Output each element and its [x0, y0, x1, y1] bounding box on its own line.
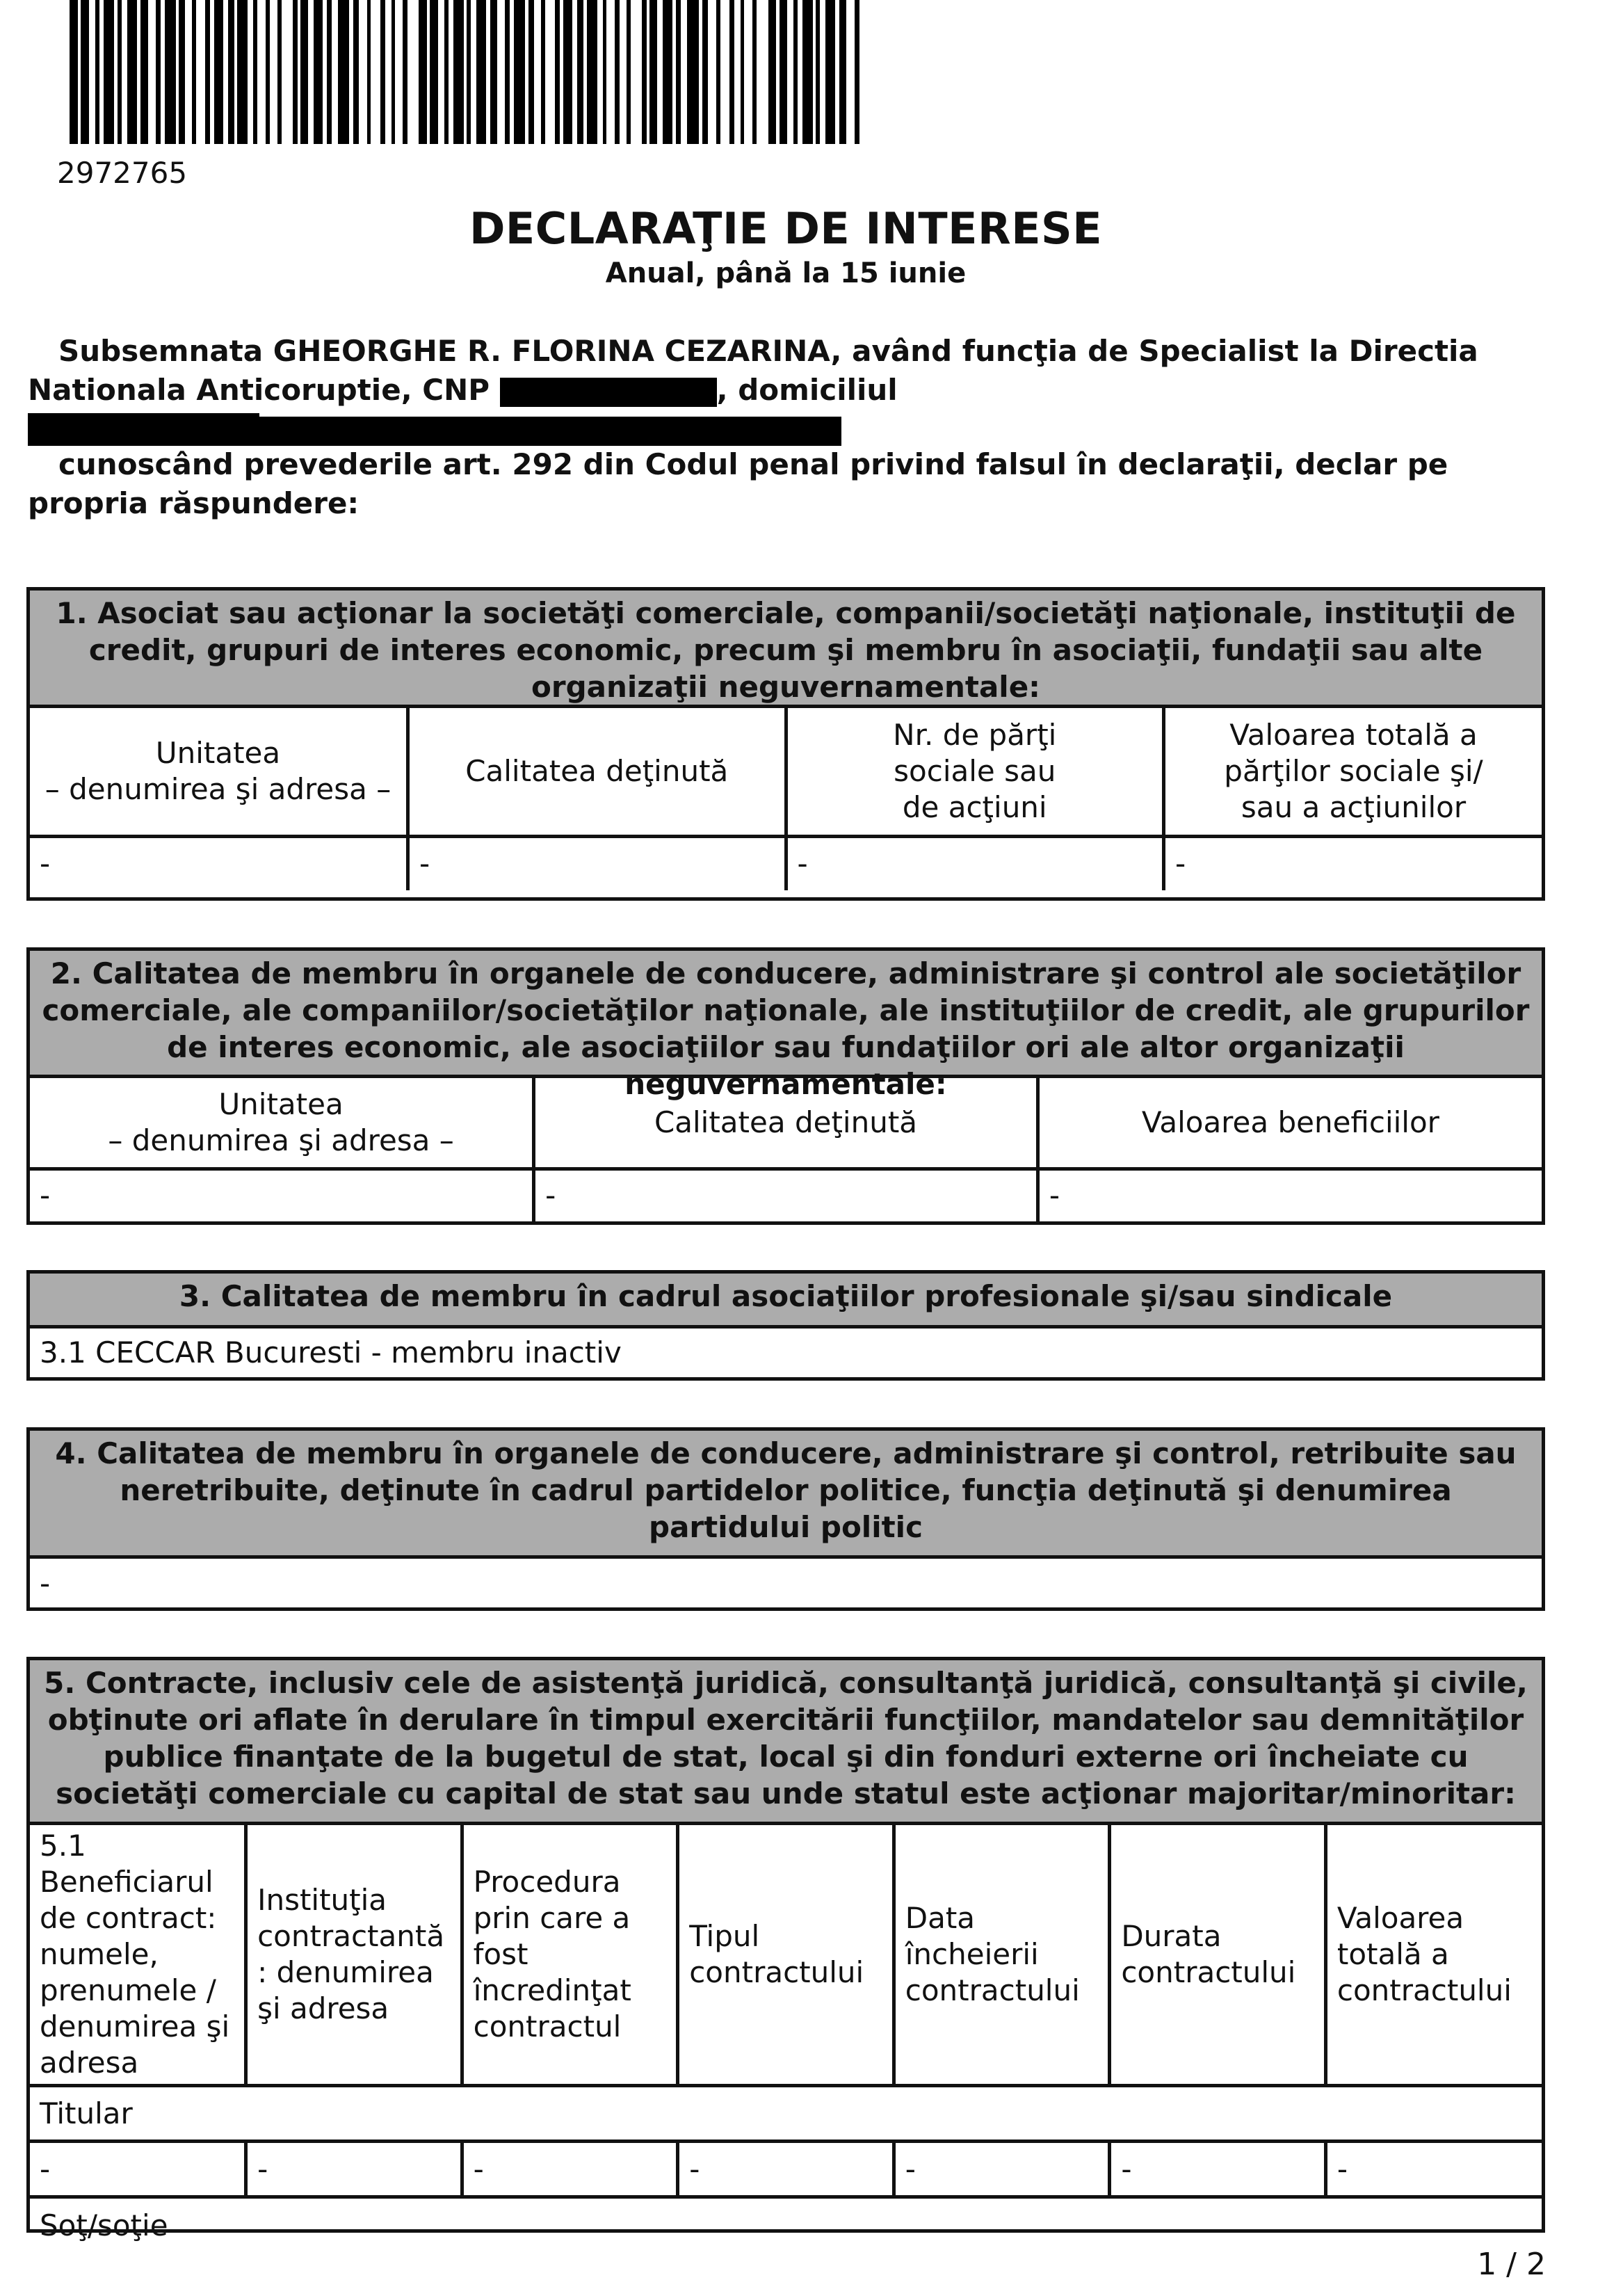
barcode-bar: [649, 0, 656, 144]
section-2-management-roles: [26, 947, 1545, 1225]
s4-cell: -: [40, 1566, 51, 1600]
barcode-bar: [787, 0, 793, 144]
s2-cell: -: [1037, 1169, 1542, 1221]
barcode-bar: [720, 0, 730, 144]
barcode-bar: [780, 0, 788, 144]
barcode-bar: [734, 0, 741, 144]
barcode-bar: [270, 0, 277, 144]
barcode-bar: [156, 0, 161, 144]
barcode-bar: [708, 0, 716, 144]
s5-cell: -: [1110, 2142, 1326, 2197]
barcode-bar: [257, 0, 266, 144]
barcode-bar: [757, 0, 768, 144]
barcode-bar: [359, 0, 367, 144]
barcode-bar: [223, 0, 228, 144]
s1-cell: -: [1164, 836, 1542, 890]
barcode-bar: [395, 0, 403, 144]
section-5-contracts: [26, 1657, 1545, 2242]
barcode-bar: [449, 0, 453, 144]
s2-col-benefits: Valoarea beneficiilor: [1037, 1078, 1542, 1169]
barcode-bar: [476, 0, 486, 144]
s1-col-unit: Unitatea – denumirea şi adresa –: [30, 708, 408, 836]
section-5-header: 5. Contracte, inclusiv cele de asistenţă juridică, consultanţă juridică, consultanţă şi civile, obţinute ori aflate în derulare în timpul exercitării funcţiilor, mandatelor sau demnităţilor publice finanţate de la bugetul de stat, local şi din fonduri externe ori încheiate cu societăţi comerciale cu capital de stat sau unde statul este acţionar majoritar/minoritar:: [30, 1660, 1542, 1825]
barcode-bar: [228, 0, 234, 144]
barcode-bar: [332, 0, 338, 144]
barcode-bar: [490, 0, 497, 144]
barcode-bar: [606, 0, 615, 144]
section-1-shareholdings: [26, 587, 1545, 901]
barcode-bar: [825, 0, 835, 144]
barcode-bar: [407, 0, 419, 144]
section-4-political-parties: [26, 1427, 1545, 1611]
barcode-bar: [314, 0, 323, 144]
section-5-table: [30, 1825, 1542, 2253]
s5-col-beneficiary: 5.1 Beneficiarul de contract: numele, prenumele / denumirea şi adresa: [30, 1825, 246, 2086]
barcode-bar: [620, 0, 627, 144]
barcode-bar: [744, 0, 752, 144]
barcode-bar: [353, 0, 359, 144]
barcode-bar: [403, 0, 407, 144]
barcode-bar: [657, 0, 663, 144]
barcode-bar: [308, 0, 314, 144]
barcode-bar: [282, 0, 293, 144]
barcode-bar: [563, 0, 572, 144]
s5-cell: -: [30, 2142, 246, 2197]
statement-paragraph: cunoscând prevederile art. 292 din Codul penal privind falsul în declaraţii, declar pe propria răspundere:: [28, 447, 1448, 520]
barcode-bar: [214, 0, 223, 144]
s2-col-capacity: Calitatea deţinută: [534, 1078, 1038, 1169]
s5-cell: -: [1325, 2142, 1542, 2197]
barcode-bar: [300, 0, 307, 144]
section-3-professional-associations: [26, 1270, 1545, 1381]
barcode-bar: [140, 0, 147, 144]
s5-cell: -: [894, 2142, 1110, 2197]
section-1-header: 1. Asociat sau acţionar la societăţi comerciale, companii/societăţi naţionale, instituţii de credit, grupuri de interes economic, precum şi membru în asociaţii, fundaţii sau alte organizaţii neguvernamentale:: [30, 591, 1542, 708]
barcode-bar: [729, 0, 734, 144]
barcode-bar: [99, 0, 104, 144]
barcode-bar: [248, 0, 253, 144]
barcode-bar: [371, 0, 380, 144]
barcode-bar: [572, 0, 577, 144]
barcode-bar: [839, 0, 846, 144]
s5-col-date: Data încheierii contractului: [894, 1825, 1110, 2086]
barcode-bar: [855, 0, 859, 144]
barcode-bar: [438, 0, 444, 144]
s1-cell: -: [30, 836, 408, 890]
page-number: 1 / 2: [1477, 2247, 1546, 2282]
barcode-bar: [528, 0, 534, 144]
document-subtitle: Anual, până la 15 iunie: [605, 257, 967, 289]
section-2-header: 2. Calitatea de membru în organele de conducere, administrare şi control ale societăţilor comerciale, ale companiilor/societăţilor naţionale, ale instituţiilor de credit, ale grupurilor de interes economic, ale asociaţiilor sau fundaţiilor ori ale altor organizaţii neguvernamentale:: [30, 951, 1542, 1078]
s3-cell: 3.1 CECCAR Bucuresti - membru inactiv: [40, 1335, 622, 1370]
barcode-bar: [577, 0, 583, 144]
s5-col-procedure: Procedura prin care a fost încredinţat contractul: [462, 1825, 678, 2086]
barcode-bar: [631, 0, 642, 144]
barcode-bar: [555, 0, 560, 144]
barcode: [70, 0, 859, 144]
barcode-bar: [642, 0, 647, 144]
barcode-bar: [597, 0, 603, 144]
barcode-bar: [266, 0, 270, 144]
barcode-bar: [89, 0, 95, 144]
s5-cell: -: [246, 2142, 462, 2197]
redacted-address-continued: [28, 413, 259, 444]
barcode-bar: [505, 0, 510, 144]
barcode-bar: [768, 0, 777, 144]
section-3-table: [30, 1328, 1542, 1377]
barcode-bar: [419, 0, 427, 144]
document-title: DECLARAŢIE DE INTERESE: [469, 203, 1103, 254]
s1-col-capacity: Calitatea deţinută: [408, 708, 786, 836]
barcode-bar: [453, 0, 464, 144]
s5-col-duration: Durata contractului: [1110, 1825, 1326, 2086]
s5-col-institution: Instituţia contractantă : denumirea şi adresa: [246, 1825, 462, 2086]
barcode-bar: [81, 0, 89, 144]
barcode-bar: [798, 0, 802, 144]
s1-col-shares: Nr. de părţi sociale sau de acţiuni: [786, 708, 1164, 836]
barcode-bar: [587, 0, 597, 144]
barcode-bar: [196, 0, 206, 144]
barcode-bar: [380, 0, 385, 144]
barcode-bar: [534, 0, 541, 144]
s5-cell: -: [462, 2142, 678, 2197]
barcode-bar: [615, 0, 620, 144]
s2-cell: -: [534, 1169, 1038, 1221]
barcode-bar: [122, 0, 127, 144]
s1-cell: -: [408, 836, 786, 890]
barcode-number: 2972765: [57, 156, 188, 190]
barcode-bar: [293, 0, 298, 144]
section-3-header: 3. Calitatea de membru în cadrul asociaţiilor profesionale şi/sau sindicale: [30, 1274, 1542, 1328]
barcode-bar: [104, 0, 114, 144]
s5-titular-label: Titular: [30, 2086, 1542, 2142]
section-1-table: [30, 708, 1542, 890]
intro-text-domicile: , domiciliul: [716, 373, 898, 407]
barcode-bar: [338, 0, 349, 144]
barcode-bar: [752, 0, 757, 144]
barcode-bar: [846, 0, 855, 144]
barcode-bar: [205, 0, 210, 144]
barcode-bar: [185, 0, 192, 144]
barcode-bar: [687, 0, 698, 144]
barcode-bar: [70, 0, 78, 144]
s1-col-value: Valoarea totală a părţilor sociale şi/ sau a acţiunilor: [1164, 708, 1542, 836]
barcode-bar: [676, 0, 681, 144]
s1-cell: -: [786, 836, 1164, 890]
barcode-bar: [237, 0, 248, 144]
section-4-header: 4. Calitatea de membru în organele de conducere, administrare şi control, retribuite sau neretribuite, deţinute în cadrul partidelor politice, funcţia deţinută şi denumirea partidului politic: [30, 1431, 1542, 1559]
intro-text: Subsemnata GHEORGHE R. FLORINA CEZARINA, având funcţia de Specialist la Directia Nationala Anticoruptie, CNP: [28, 334, 1478, 407]
s2-col-unit: Unitatea – denumirea şi adresa –: [30, 1078, 534, 1169]
barcode-bar: [545, 0, 555, 144]
barcode-bar: [497, 0, 506, 144]
barcode-bar: [681, 0, 687, 144]
s5-col-type: Tipul contractului: [678, 1825, 894, 2086]
barcode-bar: [820, 0, 825, 144]
barcode-bar: [165, 0, 176, 144]
s5-spouse-label: Soţ/soţie: [30, 2197, 1542, 2253]
s2-cell: -: [30, 1169, 534, 1221]
barcode-bar: [471, 0, 476, 144]
barcode-bar: [430, 0, 438, 144]
barcode-bar: [179, 0, 184, 144]
barcode-bar: [514, 0, 525, 144]
barcode-bar: [148, 0, 156, 144]
barcode-bar: [327, 0, 332, 144]
barcode-bar: [663, 0, 672, 144]
barcode-bar: [702, 0, 708, 144]
barcode-bar: [385, 0, 391, 144]
barcode-bar: [802, 0, 813, 144]
redacted-cnp: [500, 378, 717, 407]
section-4-table: [30, 1559, 1542, 1608]
s5-col-value: Valoarea totală a contractului: [1325, 1825, 1542, 2086]
s5-cell: -: [678, 2142, 894, 2197]
barcode-bar: [127, 0, 137, 144]
